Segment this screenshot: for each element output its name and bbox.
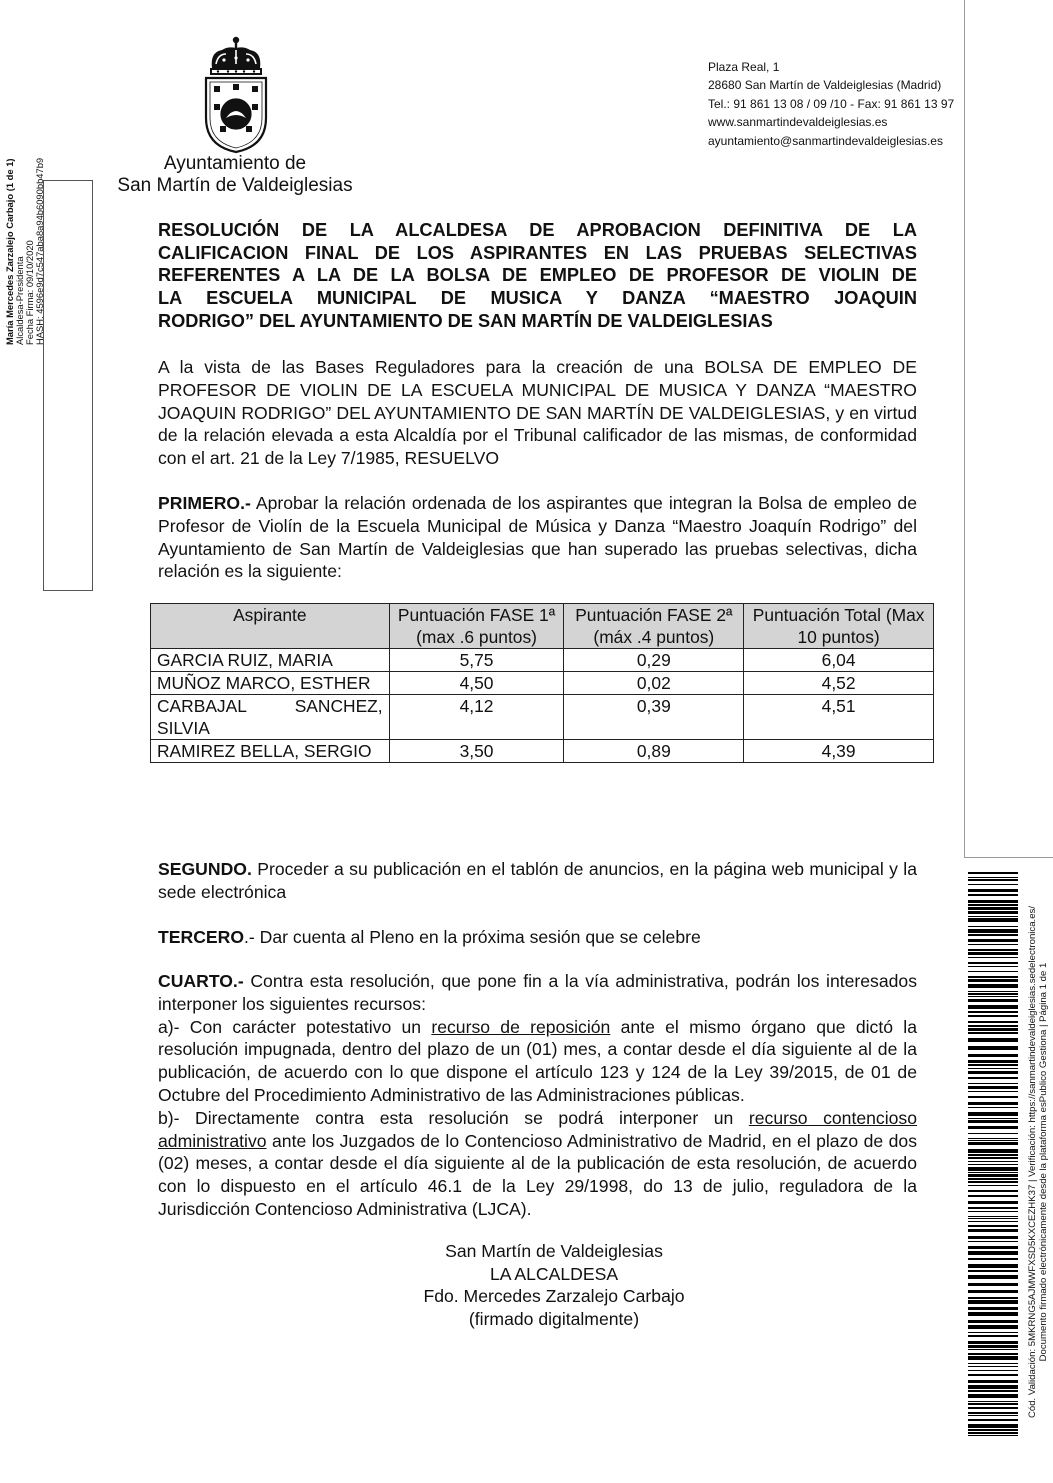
cell-fase2: 0,89 [564, 740, 744, 763]
cell-fase1: 3,50 [389, 740, 564, 763]
table-row [151, 740, 934, 763]
cell-fase2: 0,29 [564, 649, 744, 672]
cuarto-item-b [158, 1107, 917, 1221]
contact-city: 28680 San Martín de Valdeiglesias (Madrid) [708, 78, 942, 93]
title-line-1: RESOLUCIÓN DE LA ALCALDESA DE APROBACION DEFINITIVA DE LA [158, 220, 917, 240]
header-aspirante: Aspirante [151, 604, 390, 649]
title-line-3: REFERENTES A LA DE LA BOLSA DE EMPLEO DE PROFESOR DE VIOLIN DE [158, 265, 917, 286]
table-row [151, 672, 934, 695]
cell-name: MUÑOZ MARCO, ESTHER [151, 672, 390, 695]
table-row [151, 649, 934, 672]
cell-total: 4,51 [744, 695, 934, 740]
cuarto-a-post: ante el mismo órgano que dictó la resolución impugnada, dentro del plazo de un (01) mes, a contar desde el día siguiente al de la publicación, de acuerdo con lo que dispone el artículo 123 y 124 de la Ley 39/2015, de 01 de Octubre del Procedimiento Administrativo de las Administraciones públicas. [158, 1016, 917, 1105]
town-name [100, 153, 370, 197]
signoff-place: San Martín de Valdeiglesias [445, 1241, 663, 1261]
tercero-text: .- Dar cuenta al Pleno en la próxima sesión que se celebre [244, 927, 701, 947]
contact-email: ayuntamiento@sanmartindevaldeiglesias.es [708, 133, 943, 148]
cell-name: CARBAJAL SANCHEZ, SILVIA [151, 695, 390, 740]
title-line-2: CALIFICACION FINAL DE LOS ASPIRANTES EN LAS PRUEBAS SELECTIVAS [158, 242, 917, 263]
cell-fase1: 5,75 [389, 649, 564, 672]
title-line-4: LA ESCUELA MUNICIPAL DE MUSICA Y DANZA “MAESTRO JOAQUIN [158, 288, 917, 309]
signoff-role: LA ALCALDESA [489, 1263, 619, 1284]
margin-line-horizontal [964, 857, 1053, 858]
cuarto-item-a [158, 1016, 917, 1107]
segundo-text: Proceder a su publicación en el tablón de anuncios, en la página web municipal y la sede electrónica [158, 859, 917, 902]
validation-barcode [968, 872, 1018, 1436]
cell-fase2: 0,02 [564, 672, 744, 695]
recurso-contencioso-link: recurso contencioso administrativo [158, 1107, 917, 1151]
contact-phone: Tel.: 91 861 13 08 / 09 /10 - Fax: 91 861 13 97 [708, 96, 955, 111]
cuarto-a-pre: a)- Con carácter potestativo un [158, 1016, 432, 1037]
table-row [151, 695, 934, 740]
margin-line-vertical [964, 0, 965, 858]
validation-platform: Documento firmado electrónicamente desde la plataforma esPublico Gestiona | Página 1 de 1 [1038, 962, 1049, 1362]
title-line-5: RODRIGO” DEL AYUNTAMIENTO DE SAN MARTÍN DE VALDEIGLESIAS [158, 310, 773, 331]
primero-label: PRIMERO.- [158, 493, 251, 513]
signoff-note: (firmado digitalmente) [468, 1308, 640, 1329]
cell-fase1: 4,12 [389, 695, 564, 740]
signature-date: Fecha Firma: 09/10/2020 [24, 240, 35, 345]
signature-box [43, 180, 93, 591]
cuarto-b-pre: b)- Directamente contra esta resolución se podrá interponer un [158, 1107, 749, 1128]
signature-role: Alcaldesa-Presidenta [14, 256, 25, 345]
signature-signer: María Mercedes Zarzalejo Carbajo (1 de 1) [4, 158, 15, 345]
cuarto-paragraph [158, 970, 917, 1221]
contact-website: www.sanmartindevaldeiglesias.es [708, 115, 888, 130]
cuarto-intro [158, 970, 917, 1016]
signature-hash: HASH: 4596e9d7c547aba8a94b6090bb47b9 [34, 157, 45, 345]
header-fase2: Puntuación FASE 2ª (máx .4 puntos) [564, 604, 744, 649]
table-header-row [151, 604, 934, 649]
results-table [150, 603, 934, 763]
validation-code: Cód. Validación: 5MKRNG5AJMWFXSD5KXCEZHK37 | Verificación: https://sanmartindevaldeiglesias.sedelectronica.es/ [1027, 905, 1038, 1419]
town-line-2: San Martín de Valdeiglesias [117, 175, 353, 196]
document-title [158, 219, 917, 333]
primero-text: Aprobar la relación ordenada de los aspirantes que integran la Bolsa de empleo de Profesor de Violín de la Escuela Municipal de Música y Danza “Maestro Joaquín Rodrigo” del Ayuntamiento de San Martín de Valdeiglesias que han superado las pruebas selectivas, dicha relación es la siguiente: [158, 493, 917, 582]
contact-block [708, 58, 954, 150]
cell-name: GARCIA RUIZ, MARIA [151, 649, 390, 672]
primero-paragraph [158, 492, 917, 583]
cell-total: 4,39 [744, 740, 934, 763]
cell-total: 6,04 [744, 649, 934, 672]
intro-paragraph: A la vista de las Bases Reguladores para la creación de una BOLSA DE EMPLEO DE PROFESOR DE VIOLIN DE LA ESCUELA MUNICIPAL DE MUSICA Y DANZA “MAESTRO JOAQUIN RODRIGO” DEL AYUNTAMIENTO DE SAN MARTÍN DE VALDEIGLESIAS, y en virtud de la relación elevada a esta Alcaldía por el Tribunal calificador de las mismas, de conformidad con el art. 21 de la Ley 7/1985, RESUELVO [158, 357, 917, 469]
coat-of-arms-logo [198, 34, 274, 154]
cuarto-label: CUARTO.- [158, 971, 244, 991]
segundo-paragraph [158, 858, 917, 904]
segundo-label: SEGUNDO. [158, 859, 252, 879]
cell-name: RAMIREZ BELLA, SERGIO [151, 740, 390, 763]
cuarto-b-post: ante los Juzgados de lo Contencioso Administrativo de Madrid, en el plazo de dos (02) meses, a contar desde el día siguiente al de la publicación de esta resolución, de acuerdo con lo dispuesto en el artículo 46.1 de la Ley 29/1998, do 13 de julio, reguladora de la Jurisdicción Contencioso Administrativa (LJCA). [158, 1130, 917, 1219]
contact-address: Plaza Real, 1 [708, 60, 780, 74]
cuarto-text: Contra esta resolución, que pone fin a la vía administrativa, podrán los interesados interponer los siguientes recursos: [158, 971, 917, 1014]
signoff-name: Fdo. Mercedes Zarzalejo Carbajo [423, 1286, 685, 1307]
cell-fase1: 4,50 [389, 672, 564, 695]
town-line-1: Ayuntamiento de [163, 153, 307, 174]
signoff-block [300, 1240, 808, 1330]
header-total: Puntuación Total (Max 10 puntos) [744, 604, 934, 649]
cell-total: 4,52 [744, 672, 934, 695]
tercero-label: TERCERO [158, 927, 245, 947]
header-fase1: Puntuación FASE 1ª (max .6 puntos) [389, 604, 564, 649]
cell-fase2: 0,39 [564, 695, 744, 740]
tercero-paragraph [158, 926, 917, 949]
recurso-reposicion-link: recurso de reposición [431, 1016, 611, 1037]
